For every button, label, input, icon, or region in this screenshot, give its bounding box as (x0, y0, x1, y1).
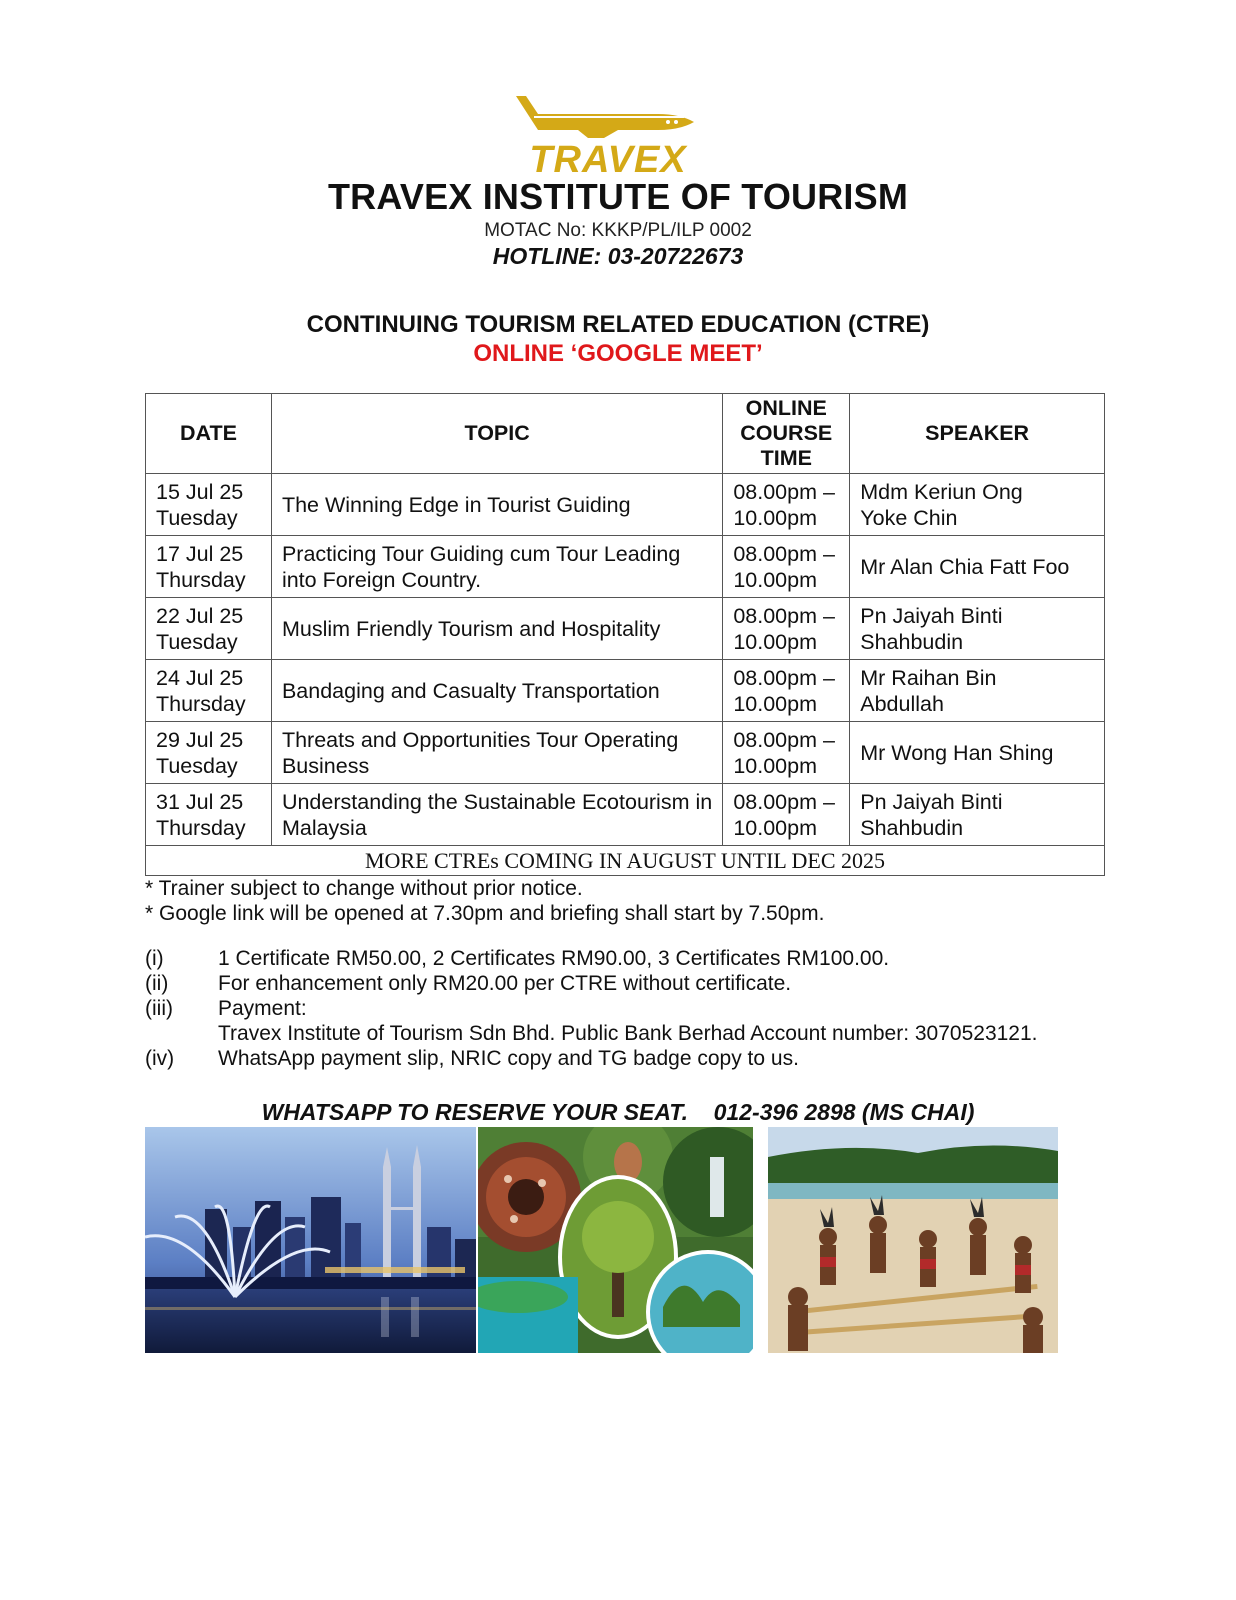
day: Tuesday (156, 629, 238, 654)
date: 15 Jul 25 (156, 479, 244, 504)
date-cell (146, 598, 272, 660)
date: 22 Jul 25 (156, 603, 244, 628)
schedule-table (145, 393, 1105, 876)
table-row (146, 598, 1105, 660)
cultural-dance-photo (768, 1127, 1058, 1353)
payment-details: Travex Institute of Tourism Sdn Bhd. Public Bank Berhad Account number: 3070523121. (218, 1022, 1038, 1045)
table-row (146, 536, 1105, 598)
time-cell (723, 784, 850, 846)
table-row (146, 660, 1105, 722)
header-date: DATE (146, 394, 272, 474)
time-from: 08.00pm – (733, 479, 835, 504)
speaker-cell (850, 598, 1105, 660)
time-to: 10.00pm (733, 629, 817, 654)
time-cell (723, 722, 850, 784)
table-footer-row (146, 846, 1105, 876)
time-from: 08.00pm – (733, 665, 835, 690)
motac-number: MOTAC No: KKKP/PL/ILP 0002 (484, 220, 752, 241)
day: Tuesday (156, 753, 238, 778)
day: Thursday (156, 815, 246, 840)
page-subtitle: ONLINE ‘GOOGLE MEET’ (473, 340, 763, 367)
condition-number: (i) (145, 947, 164, 970)
date: 24 Jul 25 (156, 665, 244, 690)
speaker-line: Pn Jaiyah Binti (860, 603, 1003, 628)
table-footer: MORE CTREs COMING IN AUGUST UNTIL DEC 2025 (146, 846, 1105, 876)
time-from: 08.00pm – (733, 789, 835, 814)
table-row (146, 474, 1105, 536)
nature-collage-photo (478, 1127, 753, 1353)
time-to: 10.00pm (733, 815, 817, 840)
time-cell (723, 474, 850, 536)
condition-text: For enhancement only RM20.00 per CTRE without certificate. (218, 972, 792, 995)
header-speaker: SPEAKER (850, 394, 1105, 474)
speaker-line: Mr Wong Han Shing (860, 740, 1054, 765)
speaker-line: Mdm Keriun Ong (860, 479, 1023, 504)
note-google-link: * Google link will be opened at 7.30pm and briefing shall start by 7.50pm. (145, 902, 825, 925)
topic-cell: Understanding the Sustainable Ecotourism in Malaysia (271, 784, 722, 846)
page-title: CONTINUING TOURISM RELATED EDUCATION (CTRE) (306, 311, 930, 338)
hotline: HOTLINE: 03-20722673 (492, 243, 744, 269)
date-cell (146, 660, 272, 722)
time-cell (723, 598, 850, 660)
date-cell (146, 536, 272, 598)
speaker-line: Mr Raihan Bin (860, 665, 997, 690)
time-to: 10.00pm (733, 753, 817, 778)
topic-cell: Bandaging and Casualty Transportation (271, 660, 722, 722)
date-cell (146, 784, 272, 846)
date-cell (146, 722, 272, 784)
header-topic: TOPIC (271, 394, 722, 474)
time-from: 08.00pm – (733, 727, 835, 752)
time-from: 08.00pm – (733, 603, 835, 628)
speaker-cell (850, 474, 1105, 536)
org-name: TRAVEX INSTITUTE OF TOURISM (327, 176, 909, 217)
speaker-line: Mr Alan Chia Fatt Foo (860, 554, 1070, 579)
time-to: 10.00pm (733, 505, 817, 530)
table-row (146, 722, 1105, 784)
logo-text: TRAVEX (529, 139, 687, 178)
kl-skyline-photo (145, 1127, 476, 1353)
topic-cell: The Winning Edge in Tourist Guiding (271, 474, 722, 536)
topic-cell: Practicing Tour Guiding cum Tour Leading into Foreign Country. (271, 536, 722, 598)
condition-number: (iii) (145, 997, 173, 1020)
condition-text: WhatsApp payment slip, NRIC copy and TG badge copy to us. (218, 1047, 799, 1070)
date: 31 Jul 25 (156, 789, 244, 814)
time-to: 10.00pm (733, 567, 817, 592)
day: Thursday (156, 567, 246, 592)
speaker-line: Yoke Chin (860, 505, 958, 530)
time-to: 10.00pm (733, 691, 817, 716)
condition-text: 1 Certificate RM50.00, 2 Certificates RM90.00, 3 Certificates RM100.00. (218, 947, 890, 970)
time-cell (723, 660, 850, 722)
speaker-cell (850, 722, 1105, 784)
table-row (146, 784, 1105, 846)
date-cell (146, 474, 272, 536)
speaker-line: Shahbudin (860, 629, 964, 654)
day: Tuesday (156, 505, 238, 530)
time-cell (723, 536, 850, 598)
condition-text: Payment: (218, 997, 307, 1020)
speaker-line: Shahbudin (860, 815, 964, 840)
topic-cell: Threats and Opportunities Tour Operating Business (271, 722, 722, 784)
whatsapp-reserve: WHATSAPP TO RESERVE YOUR SEAT. 012-396 2898 (MS CHAI) (261, 1099, 975, 1125)
speaker-cell (850, 784, 1105, 846)
condition-number: (iv) (145, 1047, 175, 1070)
time-from: 08.00pm – (733, 541, 835, 566)
day: Thursday (156, 691, 246, 716)
speaker-cell (850, 660, 1105, 722)
topic-cell: Muslim Friendly Tourism and Hospitality (271, 598, 722, 660)
header-time (723, 394, 850, 474)
speaker-line: Abdullah (860, 691, 944, 716)
speaker-cell (850, 536, 1105, 598)
speaker-line: Pn Jaiyah Binti (860, 789, 1003, 814)
header-time-line: TIME (760, 446, 812, 470)
header-time-line: COURSE (740, 421, 833, 445)
condition-number: (ii) (145, 972, 169, 995)
notes (145, 876, 824, 926)
header-time-line: ONLINE (745, 396, 827, 420)
date: 17 Jul 25 (156, 541, 244, 566)
table-header-row (146, 394, 1105, 474)
travex-logo (508, 92, 708, 178)
note-trainer: * Trainer subject to change without prior notice. (145, 877, 583, 900)
date: 29 Jul 25 (156, 727, 244, 752)
